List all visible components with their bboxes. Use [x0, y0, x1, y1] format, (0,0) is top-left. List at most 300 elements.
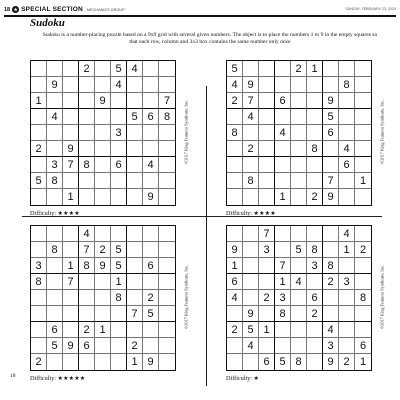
- sudoku-cell: [127, 157, 143, 173]
- sudoku-cell: [355, 258, 371, 274]
- sudoku-cell: [355, 93, 371, 109]
- sudoku-cell: 5: [111, 258, 127, 274]
- sudoku-cell: 4: [291, 274, 307, 290]
- sudoku-cell: 6: [355, 338, 371, 354]
- sudoku-cell: 2: [95, 242, 111, 258]
- sudoku-cell: 5: [243, 322, 259, 338]
- sudoku-cell: 4: [47, 109, 63, 125]
- sudoku-cell: [79, 77, 95, 93]
- sudoku-cell: [227, 338, 243, 354]
- sudoku-cell: [95, 173, 111, 189]
- sudoku-cell: [291, 93, 307, 109]
- sudoku-cell: [47, 258, 63, 274]
- sudoku-cell: 2: [339, 354, 355, 370]
- sudoku-cell: [95, 77, 111, 93]
- sudoku-cell: [79, 173, 95, 189]
- sudoku-cell: 8: [307, 242, 323, 258]
- sudoku-cell: 9: [243, 306, 259, 322]
- sudoku-cell: [227, 226, 243, 242]
- sudoku-cell: 2: [127, 338, 143, 354]
- sudoku-cell: 6: [143, 258, 159, 274]
- sudoku-cell: 8: [243, 173, 259, 189]
- sudoku-cell: [243, 258, 259, 274]
- sudoku-cell: 8: [47, 242, 63, 258]
- sudoku-cell: [127, 93, 143, 109]
- difficulty-rating: Difficulty: ★★★★: [226, 210, 276, 217]
- sudoku-cell: 4: [323, 322, 339, 338]
- sudoku-cell: [143, 61, 159, 77]
- sudoku-cell: 7: [63, 157, 79, 173]
- sudoku-cell: [227, 306, 243, 322]
- sudoku-cell: 8: [323, 258, 339, 274]
- sudoku-cell: 6: [339, 157, 355, 173]
- sudoku-cell: 4: [243, 109, 259, 125]
- sudoku-cell: [355, 61, 371, 77]
- sudoku-cell: [79, 306, 95, 322]
- sudoku-cell: [323, 61, 339, 77]
- sudoku-cell: 6: [307, 290, 323, 306]
- sudoku-cell: [159, 290, 175, 306]
- sudoku-cell: [275, 338, 291, 354]
- sudoku-cell: 2: [143, 290, 159, 306]
- sudoku-cell: 5: [291, 242, 307, 258]
- sudoku-cell: [159, 306, 175, 322]
- sudoku-cell: [355, 141, 371, 157]
- sudoku-cell: 4: [227, 290, 243, 306]
- sudoku-cell: [159, 338, 175, 354]
- sudoku-cell: [47, 93, 63, 109]
- sudoku-cell: [111, 141, 127, 157]
- sudoku-cell: [339, 258, 355, 274]
- sudoku-cell: [291, 125, 307, 141]
- sudoku-cell: [275, 77, 291, 93]
- sudoku-cell: [47, 226, 63, 242]
- sudoku-cell: 8: [111, 290, 127, 306]
- sudoku-cell: [63, 322, 79, 338]
- sudoku-cell: [339, 338, 355, 354]
- sudoku-cell: [79, 93, 95, 109]
- sudoku-cell: [95, 189, 111, 205]
- sudoku-cell: [95, 141, 111, 157]
- sudoku-cell: [259, 274, 275, 290]
- copyright-notice: [182, 60, 189, 204]
- sudoku-cell: [243, 125, 259, 141]
- sudoku-cell: [355, 189, 371, 205]
- sudoku-cell: [259, 306, 275, 322]
- sudoku-cell: [95, 125, 111, 141]
- sudoku-cell: 5: [31, 173, 47, 189]
- sudoku-cell: 7: [323, 173, 339, 189]
- sudoku-cell: [143, 77, 159, 93]
- sudoku-cell: 8: [31, 274, 47, 290]
- sudoku-cell: [47, 274, 63, 290]
- sudoku-cell: 2: [307, 189, 323, 205]
- sudoku-cell: [339, 109, 355, 125]
- sudoku-cell: [63, 173, 79, 189]
- sudoku-cell: [47, 354, 63, 370]
- sudoku-cell: [259, 173, 275, 189]
- sudoku-cell: [79, 189, 95, 205]
- sudoku-cell: [31, 306, 47, 322]
- difficulty-rating: Difficulty: ★★★★★: [30, 375, 86, 382]
- sudoku-cell: 1: [355, 173, 371, 189]
- sudoku-cell: 5: [47, 338, 63, 354]
- sudoku-cell: [275, 242, 291, 258]
- sudoku-cell: 7: [243, 93, 259, 109]
- sudoku-cell: 1: [95, 322, 111, 338]
- sudoku-cell: [95, 274, 111, 290]
- sudoku-cell: [143, 125, 159, 141]
- sudoku-cell: 5: [227, 61, 243, 77]
- sudoku-cell: 8: [275, 306, 291, 322]
- sudoku-cell: [143, 274, 159, 290]
- sudoku-cell: [111, 173, 127, 189]
- sudoku-cell: [243, 189, 259, 205]
- sudoku-cell: 5: [111, 242, 127, 258]
- sudoku-grid: [30, 225, 176, 371]
- sudoku-cell: [127, 322, 143, 338]
- sudoku-cell: 4: [111, 77, 127, 93]
- sudoku-cell: [291, 109, 307, 125]
- sudoku-cell: [259, 77, 275, 93]
- sudoku-cell: [111, 109, 127, 125]
- sudoku-cell: [95, 290, 111, 306]
- sudoku-cell: [47, 189, 63, 205]
- sudoku-cell: 5: [275, 354, 291, 370]
- sudoku-cell: 6: [79, 338, 95, 354]
- sudoku-cell: 9: [323, 93, 339, 109]
- sudoku-cell: [143, 141, 159, 157]
- sudoku-cell: [63, 61, 79, 77]
- sudoku-cell: [291, 141, 307, 157]
- sudoku-cell: [31, 322, 47, 338]
- sudoku-cell: 6: [47, 322, 63, 338]
- sudoku-cell: [291, 226, 307, 242]
- sudoku-cell: 8: [47, 173, 63, 189]
- sudoku-cell: [259, 258, 275, 274]
- sudoku-cell: [307, 77, 323, 93]
- sudoku-cell: 1: [259, 322, 275, 338]
- sudoku-cell: [47, 290, 63, 306]
- sudoku-cell: [243, 354, 259, 370]
- sudoku-cell: [31, 290, 47, 306]
- issue-date: SUNDAY, FEBRUARY 23, 2020: [345, 7, 396, 11]
- section-title: SPECIAL SECTION: [21, 6, 83, 13]
- sudoku-cell: [31, 338, 47, 354]
- sudoku-cell: [95, 306, 111, 322]
- sudoku-cell: 6: [323, 125, 339, 141]
- sudoku-cell: [31, 61, 47, 77]
- sudoku-cell: 2: [227, 322, 243, 338]
- sudoku-cell: 8: [79, 258, 95, 274]
- sudoku-cell: [291, 338, 307, 354]
- sudoku-cell: [307, 322, 323, 338]
- sudoku-cell: 3: [31, 258, 47, 274]
- sudoku-cell: 9: [47, 77, 63, 93]
- sudoku-cell: 1: [275, 189, 291, 205]
- sudoku-cell: [111, 322, 127, 338]
- sudoku-cell: [159, 226, 175, 242]
- sudoku-cell: 8: [227, 125, 243, 141]
- sudoku-grid: [226, 60, 372, 206]
- sudoku-cell: [323, 290, 339, 306]
- sudoku-cell: 5: [127, 109, 143, 125]
- copyright-notice: [182, 225, 189, 369]
- sudoku-cell: 1: [31, 93, 47, 109]
- sudoku-cell: 4: [79, 226, 95, 242]
- sudoku-cell: [111, 354, 127, 370]
- sudoku-cell: 9: [227, 242, 243, 258]
- sudoku-cell: 3: [275, 290, 291, 306]
- sudoku-cell: [259, 93, 275, 109]
- sudoku-cell: [31, 77, 47, 93]
- sudoku-cell: [227, 354, 243, 370]
- sudoku-cell: [127, 290, 143, 306]
- sudoku-cell: [355, 306, 371, 322]
- sudoku-cell: [355, 322, 371, 338]
- sudoku-cell: [307, 338, 323, 354]
- sudoku-cell: [243, 274, 259, 290]
- sudoku-cell: 1: [275, 274, 291, 290]
- sudoku-cell: [275, 109, 291, 125]
- sudoku-cell: [31, 125, 47, 141]
- sudoku-cell: [307, 157, 323, 173]
- sudoku-cell: [127, 226, 143, 242]
- sudoku-cell: 1: [227, 258, 243, 274]
- sudoku-cell: [63, 93, 79, 109]
- sudoku-cell: [307, 93, 323, 109]
- sudoku-cell: 5: [111, 61, 127, 77]
- sudoku-cell: [63, 354, 79, 370]
- sudoku-cell: [323, 306, 339, 322]
- sudoku-cell: 9: [323, 189, 339, 205]
- vertical-divider: [206, 86, 207, 386]
- sudoku-cell: 2: [31, 354, 47, 370]
- difficulty-rating: Difficulty: ★★★★: [30, 210, 80, 217]
- sudoku-cell: 5: [143, 306, 159, 322]
- sudoku-cell: [355, 157, 371, 173]
- sudoku-cell: [111, 306, 127, 322]
- sudoku-cell: 7: [127, 306, 143, 322]
- sudoku-cell: [355, 77, 371, 93]
- sudoku-cell: 6: [143, 109, 159, 125]
- sudoku-cell: 4: [227, 77, 243, 93]
- sudoku-cell: 4: [339, 141, 355, 157]
- sudoku-cell: [323, 157, 339, 173]
- sudoku-cell: [47, 306, 63, 322]
- sudoku-cell: [63, 77, 79, 93]
- sudoku-cell: 3: [307, 258, 323, 274]
- sudoku-cell: 2: [31, 141, 47, 157]
- sudoku-cell: [307, 354, 323, 370]
- sudoku-cell: [111, 189, 127, 205]
- sudoku-cell: 8: [339, 77, 355, 93]
- sudoku-cell: 9: [323, 354, 339, 370]
- sudoku-cell: 4: [127, 61, 143, 77]
- sudoku-cell: 1: [127, 354, 143, 370]
- sudoku-cell: [143, 93, 159, 109]
- sudoku-cell: [127, 173, 143, 189]
- sudoku-cell: [79, 274, 95, 290]
- sudoku-cell: [159, 189, 175, 205]
- sudoku-cell: [31, 226, 47, 242]
- sudoku-cell: [259, 157, 275, 173]
- sudoku-cell: [95, 338, 111, 354]
- sudoku-cell: 8: [79, 157, 95, 173]
- sudoku-cell: [307, 274, 323, 290]
- sudoku-cell: [111, 226, 127, 242]
- sudoku-cell: [31, 157, 47, 173]
- sudoku-cell: [275, 61, 291, 77]
- sudoku-cell: [275, 157, 291, 173]
- sudoku-cell: [127, 141, 143, 157]
- sudoku-cell: [63, 242, 79, 258]
- sudoku-cell: [95, 226, 111, 242]
- sudoku-cell: [275, 141, 291, 157]
- copyright-text: ©2017 King Features Syndicate, Inc.: [379, 100, 384, 164]
- sudoku-cell: 7: [275, 258, 291, 274]
- sudoku-cell: [291, 77, 307, 93]
- sudoku-cell: [143, 173, 159, 189]
- sudoku-cell: [95, 109, 111, 125]
- sudoku-cell: [227, 157, 243, 173]
- sudoku-cell: 8: [291, 354, 307, 370]
- sudoku-cell: [307, 173, 323, 189]
- sudoku-cell: [31, 242, 47, 258]
- sudoku-cell: [243, 290, 259, 306]
- sudoku-cell: [159, 242, 175, 258]
- sudoku-cell: 3: [323, 338, 339, 354]
- sudoku-cell: 3: [259, 242, 275, 258]
- sudoku-cell: 9: [243, 77, 259, 93]
- sudoku-cell: [291, 322, 307, 338]
- sudoku-cell: [159, 61, 175, 77]
- sudoku-cell: [31, 109, 47, 125]
- page-title: Sudoku: [30, 17, 65, 29]
- page-header: [4, 5, 396, 14]
- sudoku-cell: [291, 173, 307, 189]
- sudoku-cell: [323, 141, 339, 157]
- sudoku-cell: [355, 274, 371, 290]
- sudoku-cell: [79, 354, 95, 370]
- sudoku-cell: [259, 61, 275, 77]
- sudoku-cell: [111, 93, 127, 109]
- sudoku-cell: [159, 173, 175, 189]
- sudoku-cell: [355, 109, 371, 125]
- sudoku-grid: [226, 225, 372, 371]
- copyright-text: ©2017 King Features Syndicate, Inc.: [183, 100, 188, 164]
- sudoku-cell: [243, 61, 259, 77]
- sudoku-cell: 3: [47, 157, 63, 173]
- sudoku-cell: [275, 322, 291, 338]
- sudoku-cell: 2: [355, 242, 371, 258]
- sudoku-cell: 2: [259, 290, 275, 306]
- sudoku-cell: [355, 125, 371, 141]
- sudoku-cell: 2: [307, 306, 323, 322]
- sudoku-cell: 9: [63, 141, 79, 157]
- sudoku-cell: 9: [143, 354, 159, 370]
- sudoku-cell: 7: [79, 242, 95, 258]
- sudoku-cell: [159, 77, 175, 93]
- sudoku-cell: [291, 189, 307, 205]
- sudoku-cell: [275, 173, 291, 189]
- sudoku-cell: [323, 77, 339, 93]
- sudoku-cell: 1: [339, 242, 355, 258]
- publisher-name: MECHANICS GROUP: [86, 7, 125, 12]
- sudoku-cell: 4: [339, 226, 355, 242]
- sudoku-cell: [63, 109, 79, 125]
- sudoku-cell: [111, 338, 127, 354]
- sudoku-cell: 2: [291, 61, 307, 77]
- sudoku-cell: [291, 157, 307, 173]
- sudoku-cell: [127, 274, 143, 290]
- sudoku-cell: 2: [227, 93, 243, 109]
- sudoku-cell: [143, 226, 159, 242]
- sudoku-cell: [259, 125, 275, 141]
- sudoku-cell: 3: [111, 125, 127, 141]
- sudoku-cell: 9: [63, 338, 79, 354]
- page-number: 18: [4, 6, 11, 13]
- sudoku-cell: [95, 157, 111, 173]
- sudoku-cell: [291, 258, 307, 274]
- sudoku-cell: [291, 290, 307, 306]
- sudoku-cell: 7: [63, 274, 79, 290]
- sudoku-cell: 7: [159, 93, 175, 109]
- sudoku-cell: [47, 61, 63, 77]
- sudoku-cell: [143, 338, 159, 354]
- sudoku-cell: [159, 322, 175, 338]
- difficulty-rating: Difficulty: ★: [226, 375, 260, 382]
- sudoku-cell: [127, 189, 143, 205]
- sudoku-cell: [339, 189, 355, 205]
- sudoku-cell: [127, 258, 143, 274]
- sudoku-cell: [159, 274, 175, 290]
- sudoku-cell: [307, 109, 323, 125]
- sudoku-cell: 6: [111, 157, 127, 173]
- sudoku-cell: [79, 141, 95, 157]
- sudoku-cell: 9: [143, 189, 159, 205]
- sudoku-cell: [339, 322, 355, 338]
- sudoku-cell: [159, 157, 175, 173]
- sudoku-cell: [143, 242, 159, 258]
- sudoku-cell: 2: [323, 274, 339, 290]
- sudoku-cell: 4: [243, 338, 259, 354]
- sudoku-cell: [339, 125, 355, 141]
- sudoku-cell: [63, 226, 79, 242]
- sudoku-cell: 6: [259, 354, 275, 370]
- sudoku-cell: [243, 226, 259, 242]
- sudoku-cell: [95, 61, 111, 77]
- sudoku-cell: 6: [275, 93, 291, 109]
- sudoku-cell: [259, 338, 275, 354]
- section-logo-icon: ★: [13, 7, 18, 12]
- sudoku-cell: [259, 141, 275, 157]
- sudoku-cell: 1: [63, 258, 79, 274]
- sudoku-cell: [227, 173, 243, 189]
- sudoku-cell: 8: [159, 109, 175, 125]
- sudoku-cell: [63, 290, 79, 306]
- sudoku-cell: [339, 93, 355, 109]
- sudoku-cell: 1: [111, 274, 127, 290]
- sudoku-cell: [275, 226, 291, 242]
- sudoku-cell: 8: [307, 141, 323, 157]
- sudoku-cell: [355, 226, 371, 242]
- sudoku-cell: [307, 226, 323, 242]
- sudoku-cell: [259, 189, 275, 205]
- sudoku-cell: 4: [143, 157, 159, 173]
- sudoku-cell: [63, 125, 79, 141]
- sudoku-cell: [79, 125, 95, 141]
